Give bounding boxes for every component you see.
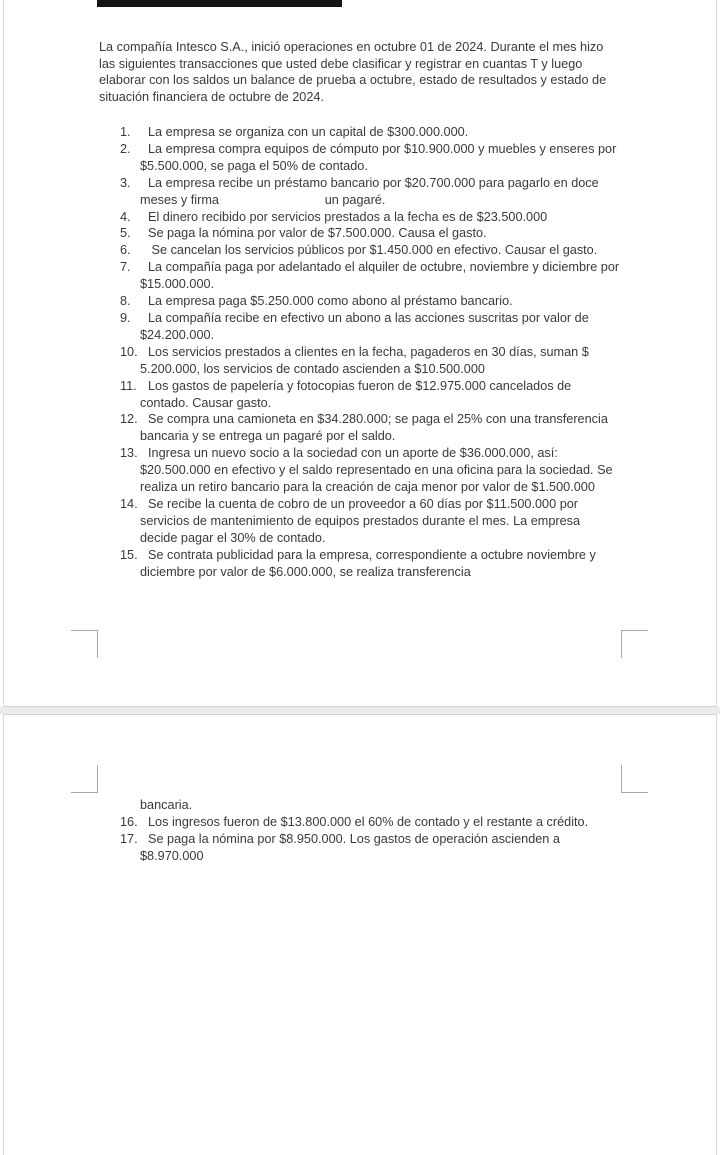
list-item (99, 310, 620, 344)
list-item-text: Se paga la nómina por valor de $7.500.000. Causa el gasto. (148, 226, 487, 241)
list-item-text: El dinero recibido por servicios prestados a la fecha es de $23.500.000 (148, 209, 548, 224)
list-item (99, 141, 620, 175)
list-item-text: La compañía recibe en efectivo un abono a las acciones suscritas por valor de $24.200.000. (140, 310, 593, 342)
list-item-number: 10. (120, 344, 138, 359)
intro-paragraph: La compañía Intesco S.A., inició operaciones en octubre 01 de 2024. Durante el mes hizo las siguientes transacciones que usted debe clasificar y registrar en cuantas T y luego elaborar con los saldos un balance de prueba a octubre, estado de resultados y estado de situación financiera de octubre de 2024. (99, 40, 607, 104)
list-item (99, 209, 620, 226)
list-item-number: 14. (120, 496, 138, 511)
list-item-number: 1. (120, 125, 131, 139)
list-item-text: Los ingresos fueron de $13.800.000 el 60% de contado y el restante a crédito. (148, 814, 589, 829)
list-item-number: 16. (120, 814, 138, 829)
list-item-number: 5. (120, 226, 131, 241)
list-item (99, 496, 620, 547)
cropped-dark-bar (97, 0, 342, 7)
list-item (99, 175, 620, 209)
list-item-number: 7. (120, 260, 131, 275)
list-item (99, 293, 620, 310)
list-item-text: La compañía paga por adelantado el alquiler de octubre, noviembre y diciembre por $15.000.000. (140, 260, 623, 292)
text-boundary-mark-bottom-left (71, 630, 98, 658)
list-item-text: Los gastos de papelería y fotocopias fueron de $12.975.000 cancelados de contado. Causar gasto. (140, 378, 575, 410)
text-boundary-mark-top-right (621, 765, 648, 793)
list-item-text: Se recibe la cuenta de cobro de un proveedor a 60 días por $11.500.000 por servicios de mantenimiento de equipos prestados durante el mes. La empresa decide pagar el 30% de contado. (140, 496, 584, 545)
list-item (99, 124, 620, 141)
list-item (99, 259, 623, 293)
transaction-list (99, 124, 623, 580)
text-boundary-mark-bottom-right (621, 630, 648, 658)
list-item-text: Se contrata publicidad para la empresa, correspondiente a octubre noviembre y diciembre por valor de $6.000.000, se realiza transferencia (140, 547, 600, 579)
list-item-number: 3. (120, 175, 131, 190)
list-item (99, 814, 620, 831)
list-item (99, 445, 620, 496)
transaction-list-continued (99, 797, 620, 865)
list-item (99, 225, 620, 242)
item-15-continuation-text: bancaria. (140, 798, 193, 812)
list-item-number: 9. (120, 310, 131, 325)
list-item (99, 378, 620, 412)
list-item-number: 13. (120, 446, 138, 461)
list-item-text: Los servicios prestados a clientes en la fecha, pagaderos en 30 días, suman $ 5.200.000, los servicios de contado ascienden a $10.500.000 (140, 344, 593, 376)
page-2-content (4, 715, 716, 865)
list-item-number: 6. (120, 243, 131, 258)
list-item-text: Se paga la nómina por $8.950.000. Los gastos de operación ascienden a $8.970.000 (140, 831, 564, 863)
list-item-number: 2. (120, 141, 131, 156)
list-item (99, 831, 620, 865)
list-item-number: 15. (120, 547, 138, 562)
list-item-text: La empresa paga $5.250.000 como abono al préstamo bancario. (148, 294, 513, 309)
list-item (99, 547, 620, 581)
list-item (99, 242, 620, 259)
list-item-text: Se cancelan los servicios públicos por $1.450.000 en efectivo. Causar el gasto. (148, 243, 598, 258)
list-item (99, 344, 620, 378)
list-item-text: Ingresa un nuevo socio a la sociedad con un aporte de $36.000.000, así: $20.500.000 en efectivo y el saldo representado en una oficina para la sociedad. Se realiza un retiro bancario para la creación de caja menor por valor de $1.500.000 (140, 446, 617, 495)
document-page-1 (3, 0, 717, 707)
list-item-number: 17. (120, 831, 138, 846)
document-page-2 (3, 714, 717, 1155)
list-item-text: La empresa recibe un préstamo bancario por $20.700.000 para pagarlo en doce meses y firma un pagaré. (140, 175, 603, 207)
list-item-text: La empresa se organiza con un capital de $300.000.000. (148, 125, 469, 139)
list-item-text: La empresa compra equipos de cómputo por $10.900.000 y muebles y enseres por $5.500.000, se paga el 50% de contado. (140, 141, 620, 173)
list-item-number: 11. (120, 378, 137, 393)
list-item-number: 8. (120, 294, 131, 309)
page-1-content (4, 0, 716, 580)
list-item-text: Se compra una camioneta en $34.280.000; se paga el 25% con una transferencia bancaria y se entrega un pagaré por el saldo. (140, 412, 612, 444)
page-break-gap (0, 707, 720, 714)
list-item (99, 411, 620, 445)
text-boundary-mark-top-left (71, 765, 98, 793)
list-item-number: 12. (120, 412, 138, 427)
list-item-number: 4. (120, 209, 131, 224)
